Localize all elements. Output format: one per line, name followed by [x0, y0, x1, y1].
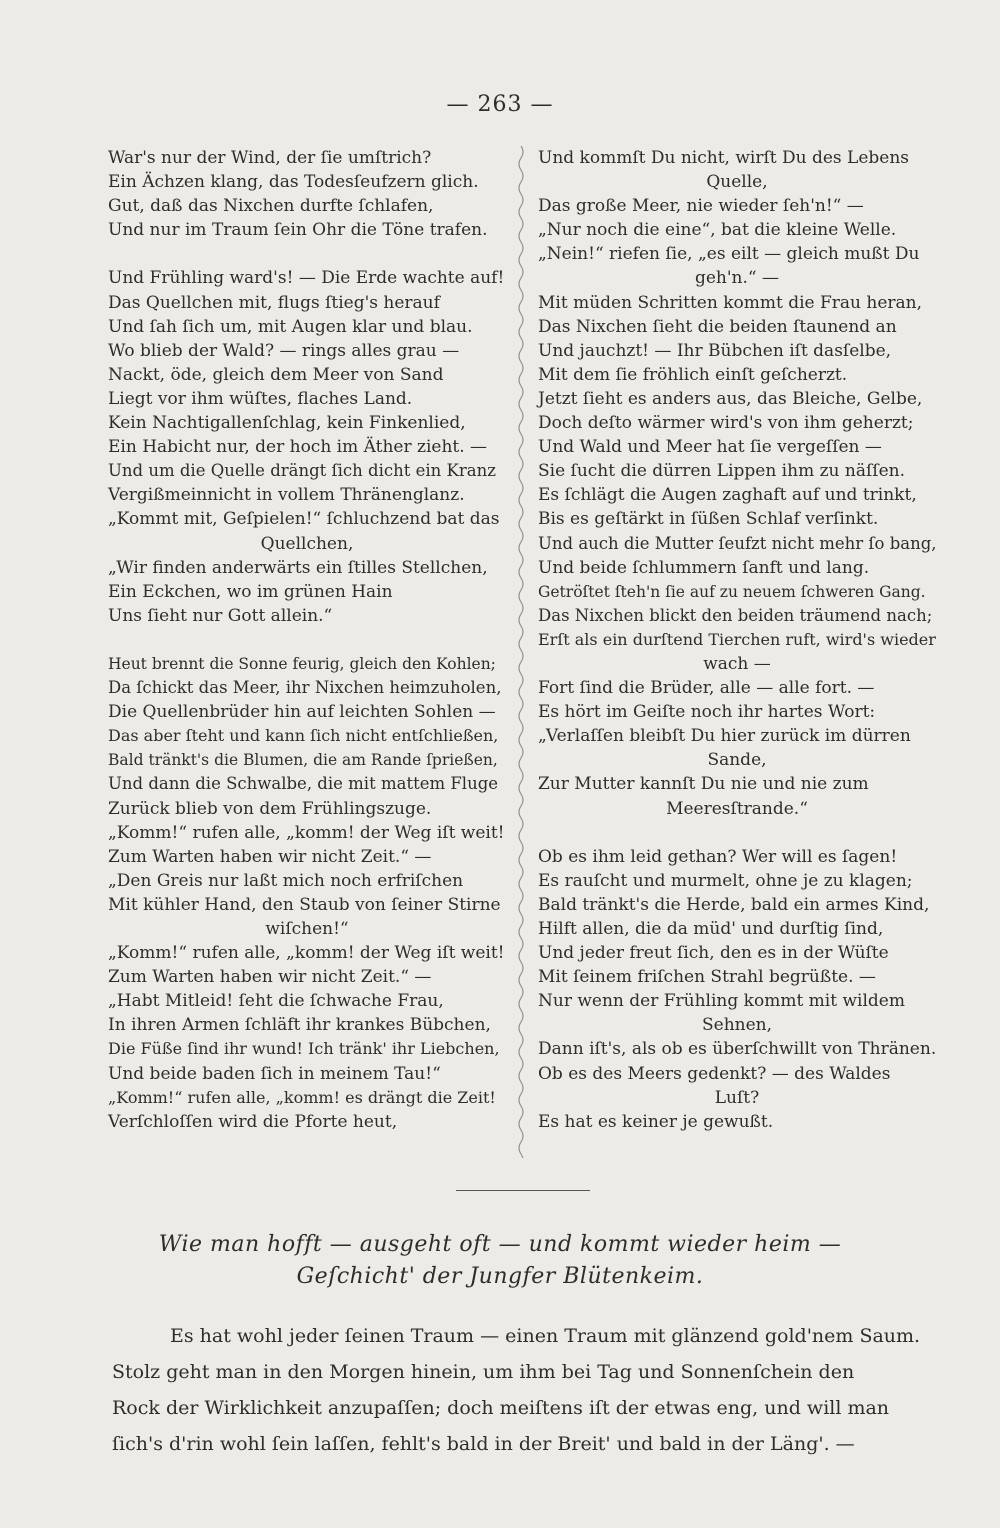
verse-line: Und ſah ſich um, mit Augen klar und blau.: [108, 316, 473, 337]
verse-line: Das Nixchen blickt den beiden träumend nach;: [538, 605, 933, 625]
verse-line: Liegt vor ihm wüſtes, flaches Land.: [108, 388, 413, 409]
prose-line: Stolz geht man in den Morgen hinein, um ihm bei Tag und Sonnenſchein den: [112, 1361, 855, 1383]
verse-line: Und nur im Traum ſein Ohr die Töne trafen.: [108, 220, 488, 241]
verse-line: Mit kühler Hand, den Staub von ſeiner Stirne: [108, 894, 501, 915]
verse-line: Erſt als ein durſtend Tierchen ruft, wird's wieder: [538, 629, 936, 649]
verse-line: Ob es des Meers gedenkt? — des Waldes: [538, 1063, 891, 1084]
verse-line: Hilft allen, die da müd' und durſtig ſind,: [538, 919, 884, 939]
verse-line: Und auch die Mutter ſeufzt nicht mehr ſo bang,: [538, 533, 937, 553]
page-number: — 263 —: [446, 92, 554, 117]
verse-line: „Verlaſſen bleibſt Du hier zurück im dürren: [538, 726, 911, 747]
verse-line: wach —: [703, 653, 771, 674]
stanza-gap: [108, 242, 506, 266]
verse-line: geh'n.“ —: [694, 268, 779, 289]
verse-line: „Nein!“ riefen ſie, „es eilt — gleich mußt Du: [538, 244, 920, 265]
verse-line: Uns ſieht nur Gott allein.“: [108, 605, 333, 626]
prose-line: ſich's d'rin wohl ſein laſſen, fehlt's bald in der Breit' und bald in der Läng'. —: [112, 1433, 855, 1455]
verse-line: Die Füße ſind ihr wund! Ich tränk' ihr Liebchen,: [108, 1039, 500, 1059]
section-heading-line-1: Wie man hofft — ausgeht oft — und kommt wieder heim —: [158, 1232, 842, 1257]
verse-line: Und um die Quelle drängt ſich dicht ein Kranz: [108, 461, 496, 481]
verse-line: Zum Warten haben wir nicht Zeit.“ —: [108, 846, 432, 867]
verse-line: Bis es geſtärkt in ſüßen Schlaf verſinkt.: [538, 509, 879, 530]
verse-line: Das aber ſteht und kann ſich nicht entſchließen,: [108, 726, 499, 746]
verse-line: Es hat es keiner je gewußt.: [538, 1111, 774, 1132]
verse-line: Wo blieb der Wald? — rings alles grau —: [108, 340, 460, 361]
verse-line: Nackt, öde, gleich dem Meer von Sand: [108, 364, 444, 385]
verse-line: Verſchloſſen wird die Pforte heut,: [108, 1111, 398, 1132]
verse-line: Das Quellchen mit, flugs ſtieg's herauf: [108, 292, 440, 313]
verse-line: Da ſchickt das Meer, ihr Nixchen heimzuholen,: [108, 678, 502, 698]
verse-line: Und dann die Schwalbe, die mit mattem Fluge: [108, 774, 499, 794]
verse-line: Die Quellenbrüder hin auf leichten Sohlen —: [108, 702, 496, 723]
verse-line: Luſt?: [714, 1087, 760, 1108]
verse-line: Dann iſt's, als ob es überſchwillt von Thränen.: [538, 1039, 937, 1060]
verse-line: Jetzt ſieht es anders aus, das Bleiche, Gelbe,: [538, 388, 923, 409]
verse-line: Zum Warten haben wir nicht Zeit.“ —: [108, 967, 432, 988]
verse-line: Sande,: [707, 750, 767, 771]
verse-line: Und Wald und Meer hat ſie vergeſſen —: [538, 437, 882, 458]
verse-line: „Nur noch die eine“, bat die kleine Welle.: [538, 220, 897, 241]
verse-line: Es rauſcht und murmelt, ohne je zu klagen;: [538, 870, 913, 891]
verse-line: „Kommt mit, Geſpielen!“ ſchluchzend bat das: [108, 509, 500, 530]
verse-line: Und beide baden ſich in meinem Tau!“: [108, 1063, 441, 1084]
verse-line: Und jauchzt! — Ihr Bübchen iſt dasſelbe,: [538, 340, 892, 361]
verse-line: Kein Nachtigallenſchlag, kein Finkenlied,: [108, 413, 466, 434]
verse-line: Und beide ſchlummern ſanft und lang.: [538, 557, 870, 578]
verse-line: Bald tränkt's die Herde, bald ein armes Kind,: [538, 894, 930, 915]
verse-line: wiſchen!“: [265, 919, 349, 939]
verse-line: „Komm!“ rufen alle, „komm! der Weg iſt weit!: [108, 943, 505, 964]
verse-line: Zurück blieb von dem Frühlingszuge.: [108, 798, 432, 819]
verse-line: Sehnen,: [701, 1015, 773, 1036]
verse-line: „Komm!“ rufen alle, „komm! der Weg iſt weit!: [108, 822, 505, 843]
verse-line: Fort ſind die Brüder, alle — alle fort. —: [538, 678, 875, 699]
verse-line: Mit müden Schritten kommt die Frau heran,: [538, 292, 923, 313]
verse-line: Und kommſt Du nicht, wirſt Du des Lebens: [538, 148, 910, 168]
verse-line: War's nur der Wind, der ſie umſtrich?: [108, 148, 432, 168]
stanza-gap: [108, 628, 506, 652]
verse-line: Es ſchlägt die Augen zaghaft auf und trinkt,: [538, 485, 917, 506]
verse-line: „Habt Mitleid! ſeht die ſchwache Frau,: [108, 991, 444, 1012]
verse-line: Es hört im Geiſte noch ihr hartes Wort:: [538, 702, 876, 723]
verse-line: Mit dem ſie fröhlich einſt geſcherzt.: [538, 364, 848, 385]
prose-line: Rock der Wirklichkeit anzupaſſen; doch meiſtens iſt der etwas eng, und will man: [112, 1397, 890, 1419]
verse-line: Und Frühling ward's! — Die Erde wachte auf!: [108, 268, 505, 289]
poem-left-column: [108, 146, 506, 1134]
verse-line: Mit ſeinem friſchen Strahl begrüßte. —: [538, 967, 876, 988]
column-divider: [514, 146, 528, 1158]
verse-line: „Komm!“ rufen alle, „komm! es drängt die Zeit!: [108, 1087, 496, 1107]
section-heading-line-2: Geſchicht' der Jungfer Blütenkeim.: [296, 1264, 704, 1289]
verse-line: Und jeder freut ſich, den es in der Wüſte: [538, 943, 889, 964]
prose-paragraph: [112, 1318, 942, 1462]
prose-line: Es hat wohl jeder ſeinen Traum — einen Traum mit glänzend gold'nem Saum.: [170, 1325, 921, 1347]
verse-line: Doch deſto wärmer wird's von ihm geherzt;: [538, 413, 914, 434]
verse-line: Nur wenn der Frühling kommt mit wildem: [538, 991, 905, 1012]
verse-line: Das große Meer, nie wieder ſeh'n!“ —: [538, 196, 864, 217]
stanza-gap: [538, 821, 936, 845]
section-divider: [456, 1190, 590, 1191]
verse-line: Zur Mutter kannſt Du nie und nie zum: [538, 774, 869, 795]
verse-line: Ein Habicht nur, der hoch im Äther zieht. —: [108, 437, 488, 458]
verse-line: Getröſtet ſteh'n ſie auf zu neuem ſchweren Gang.: [538, 582, 926, 601]
verse-line: „Wir finden anderwärts ein ſtilles Stellchen,: [108, 557, 488, 578]
verse-line: Sie ſucht die dürren Lippen ihm zu näſſen.: [538, 461, 905, 482]
poem-right-column: [538, 146, 936, 1134]
verse-line: In ihren Armen ſchläft ihr krankes Bübchen,: [108, 1015, 491, 1036]
verse-line: Quelle,: [706, 172, 768, 193]
verse-line: Heut brennt die Sonne feurig, gleich den Kohlen;: [108, 654, 496, 673]
verse-line: „Den Greis nur laßt mich noch erfriſchen: [108, 870, 464, 891]
verse-line: Das Nixchen ſieht die beiden ſtaunend an: [538, 316, 897, 337]
verse-line: Vergißmeinnicht in vollem Thränenglanz.: [108, 485, 465, 506]
verse-line: Quellchen,: [260, 533, 354, 554]
verse-line: Gut, daß das Nixchen durfte ſchlafen,: [108, 196, 434, 217]
verse-line: Ein Eckchen, wo im grünen Hain: [108, 581, 393, 602]
verse-line: Meeresſtrande.“: [666, 798, 808, 819]
verse-line: Bald tränkt's die Blumen, die am Rande ſprießen,: [108, 751, 498, 770]
verse-line: Ein Ächzen klang, das Todesſeufzern glich.: [108, 172, 479, 193]
verse-line: Ob es ihm leid gethan? Wer will es ſagen!: [538, 846, 898, 867]
